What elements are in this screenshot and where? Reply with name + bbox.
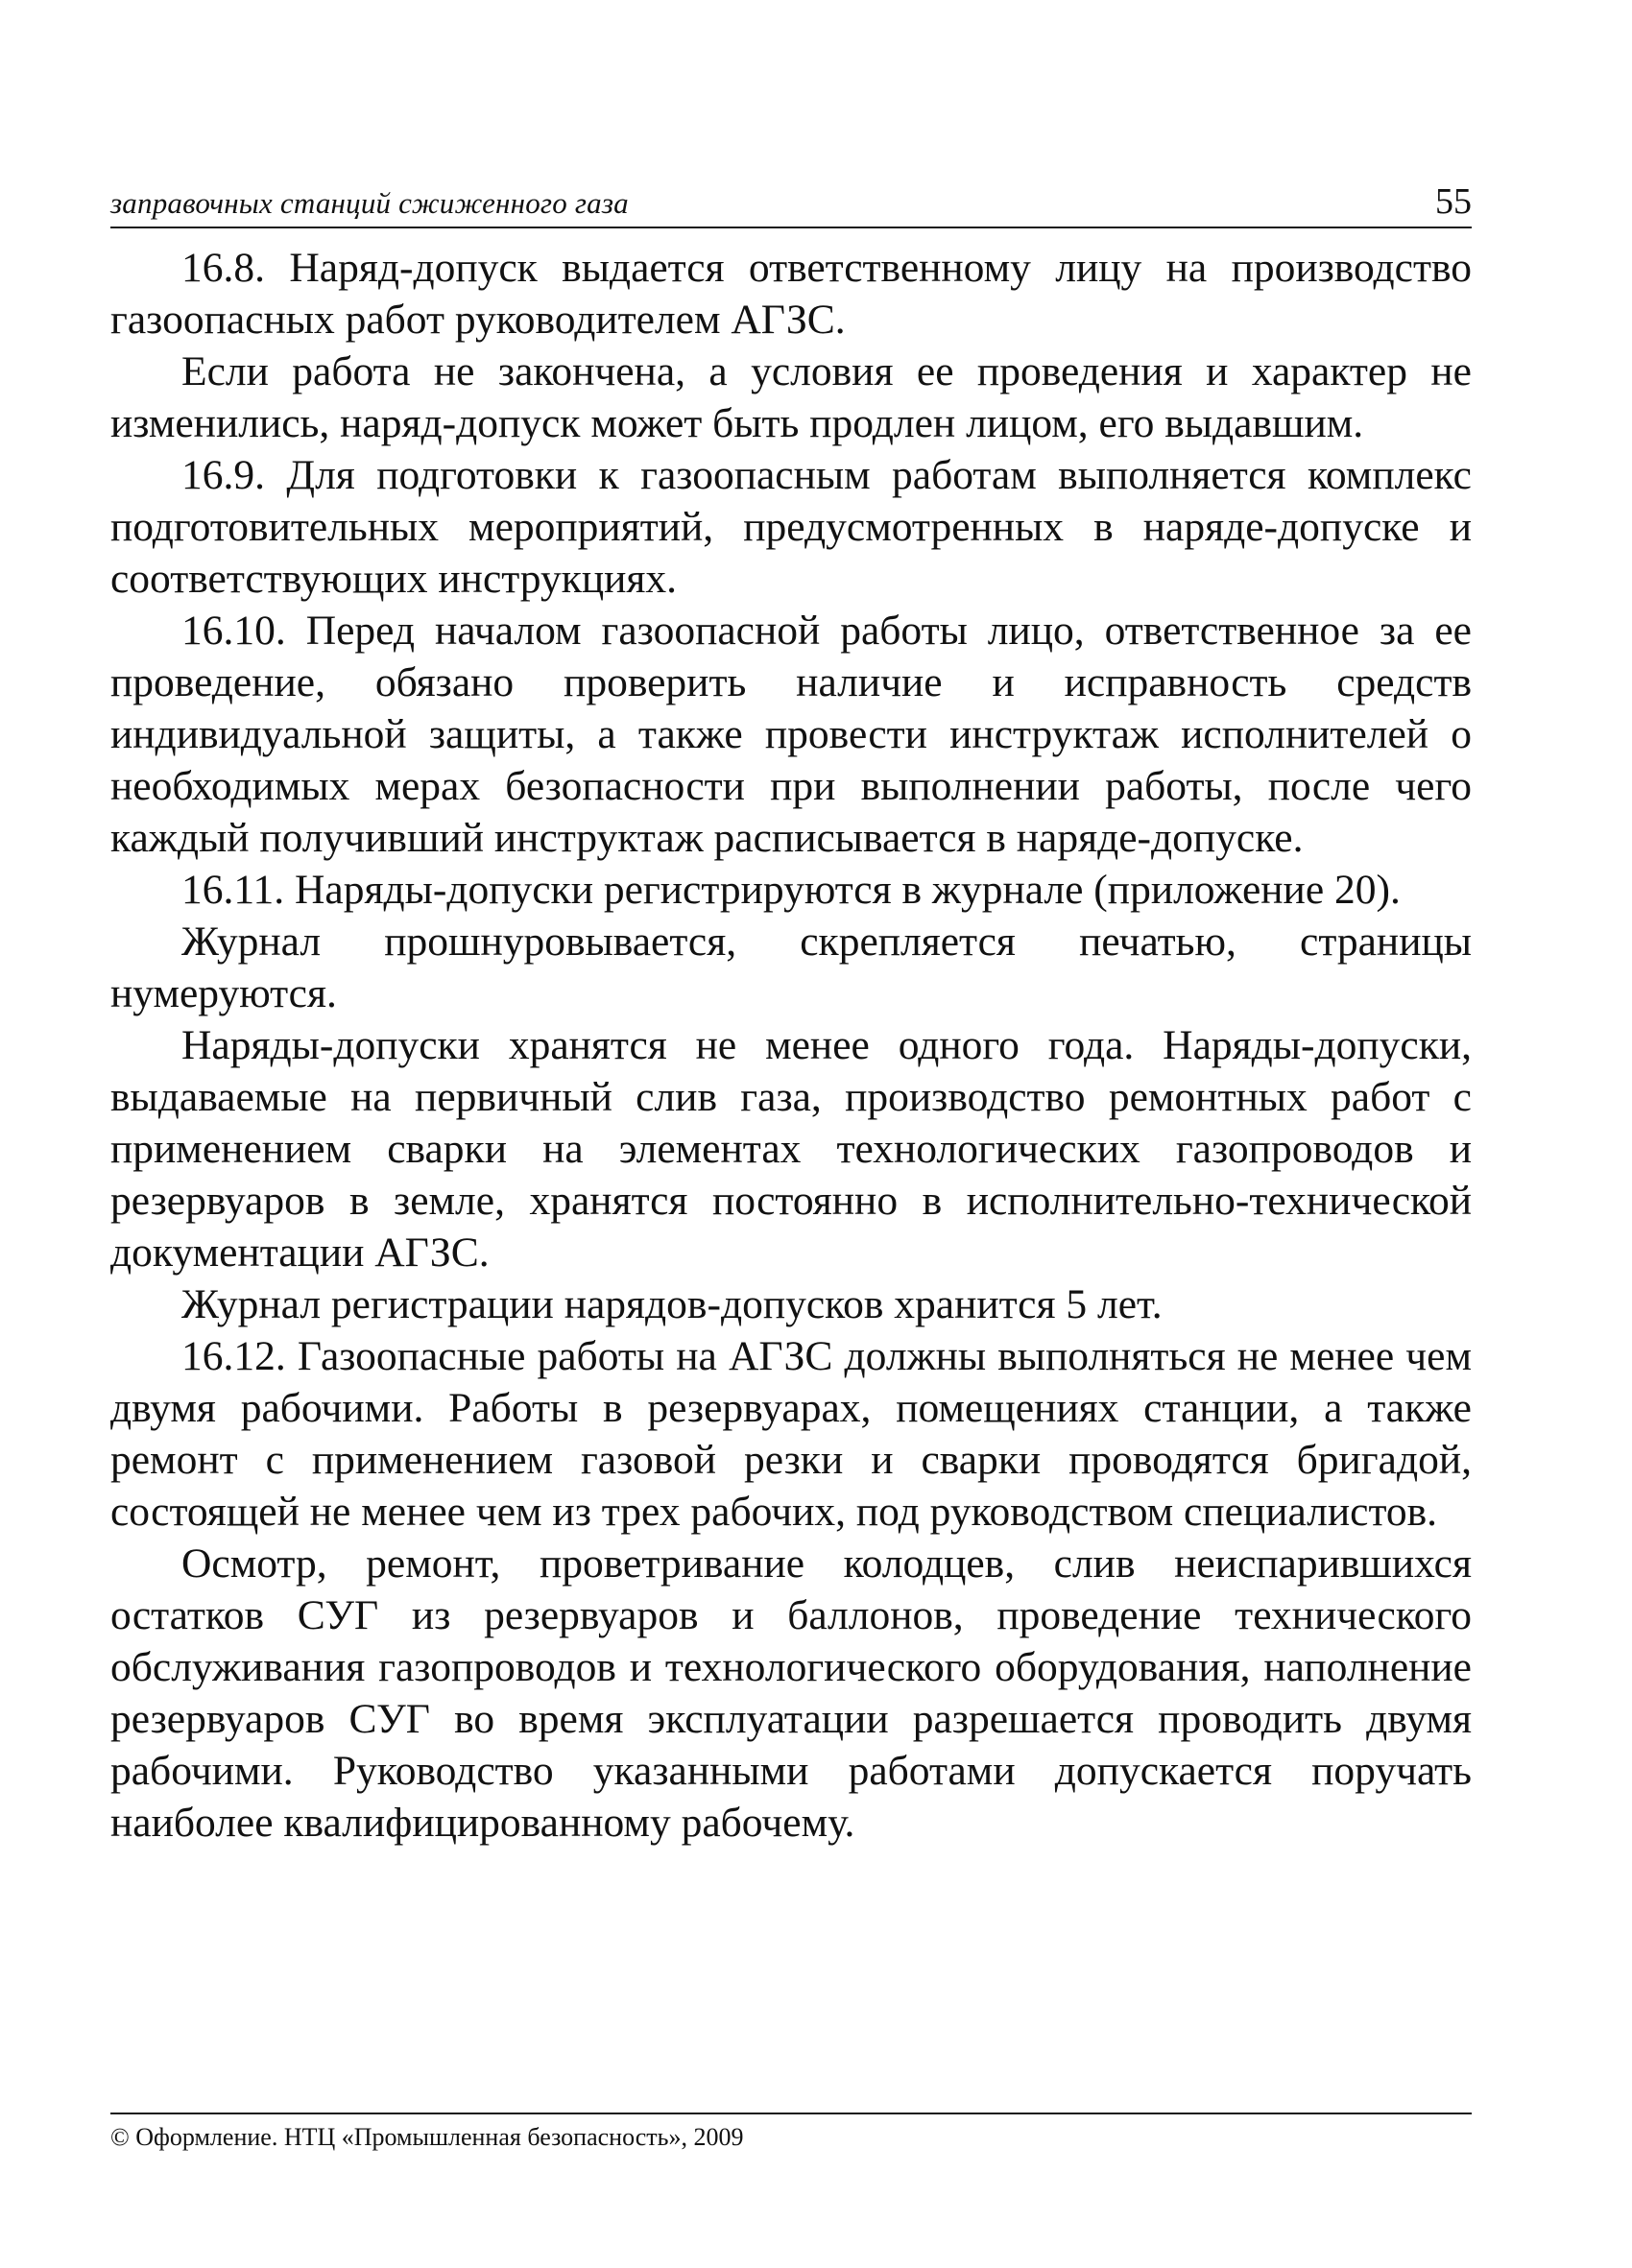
paragraph-extension: Если работа не закончена, а условия ее проведения и характер не изменились, наряд-допуск может быть продлен лицом, его выдавшим.	[110, 348, 1472, 446]
body-text	[110, 242, 1472, 1849]
paragraph-16-12: 16.12. Газоопасные работы на АГЗС должны выполняться не менее чем двумя рабочими. Работы в резервуарах, помещениях станции, а также ремонт с применением газовой резки и сварки проводятся бригадой, состоящей не менее чем из трех рабочих, под руководством специалистов.	[110, 1333, 1472, 1535]
page-header	[110, 181, 1472, 228]
paragraph-16-9: 16.9. Для подготовки к газоопасным работам выполняется комплекс подготовительных мероприятий, предусмотренных в наряде-допуске и соответствующих инструкциях.	[110, 452, 1472, 602]
paragraph-storage: Наряды-допуски хранятся не менее одного года. Наряды-допуски, выдаваемые на первичный слив газа, производство ремонтных работ с применением сварки на элементах технологических газопроводов и резервуаров в земле, хранятся постоянно в исполнительно-технической документации АГЗС.	[110, 1022, 1472, 1276]
paragraph-journal-storage: Журнал регистрации нарядов-допусков хранится 5 лет.	[181, 1281, 1163, 1327]
paragraph-16-11: 16.11. Наряды-допуски регистрируются в журнале (приложение 20).	[181, 867, 1401, 913]
copyright-notice: © Оформление. НТЦ «Промышленная безопасность», 2009	[110, 2123, 744, 2151]
paragraph-inspection: Осмотр, ремонт, проветривание колодцев, слив неиспарившихся остатков СУГ из резервуаров и баллонов, проведение технического обслуживания газопроводов и технологического оборудования, наполнение резервуаров СУГ во время эксплуатации разрешается проводить двумя рабочими. Руководство указанными работами допускается поручать наиболее квалифицированному рабочему.	[110, 1540, 1472, 1846]
running-head: заправочных станций сжиженного газа	[110, 186, 629, 220]
page-number: 55	[1435, 181, 1472, 222]
paragraph-16-8: 16.8. Наряд-допуск выдается ответственному лицу на производство газоопасных работ руководителем АГЗС.	[110, 245, 1472, 343]
footer-divider	[110, 2113, 1472, 2114]
paragraph-16-10: 16.10. Перед началом газоопасной работы лицо, ответственное за ее проведение, обязано проверить наличие и исправность средств индивидуальной защиты, а также провести инструктаж исполнителей о необходимых мерах безопасности при выполнении работы, после чего каждый получивший инструктаж расписывается в наряде-допуске.	[110, 608, 1472, 861]
paragraph-journal-binding: Журнал прошнуровывается, скрепляется печатью, страницы нумеруются.	[110, 919, 1472, 1016]
